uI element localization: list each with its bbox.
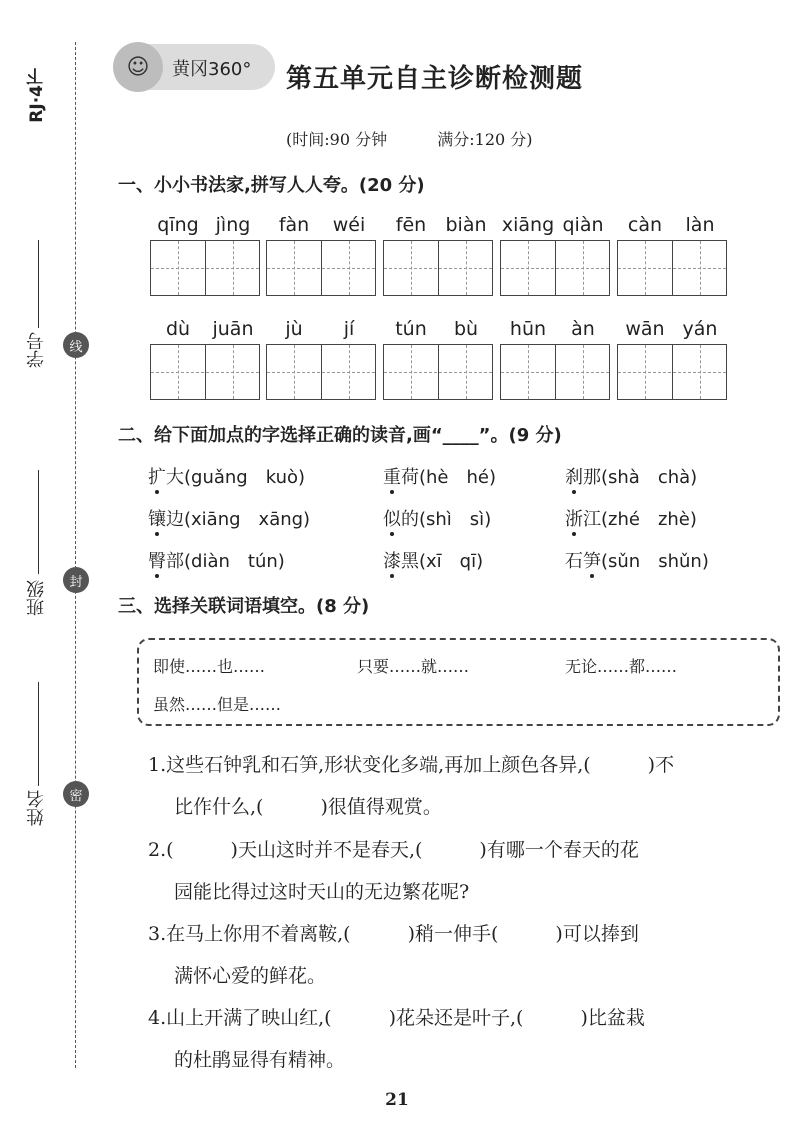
brand-label: 黄冈360° <box>172 59 252 80</box>
writing-grid-box[interactable] <box>617 240 727 296</box>
pinyin-label: jù <box>285 318 303 340</box>
pronunciation-item <box>383 547 483 573</box>
writing-grid-box[interactable] <box>617 344 727 400</box>
dotted-char: 刹 <box>565 467 583 488</box>
question-line: 比作什么,( )很值得观赏。 <box>174 796 442 818</box>
pinyin-label: qiàn <box>562 214 604 236</box>
writing-grid-box[interactable] <box>383 240 493 296</box>
dotted-char: 漆 <box>383 551 401 572</box>
item-char: 扩 <box>148 467 166 488</box>
pronunciation-item <box>148 547 285 573</box>
word-option: 即使……也…… <box>153 657 266 676</box>
pinyin-label: jìng <box>215 214 251 236</box>
writing-grid-box[interactable] <box>500 344 610 400</box>
item-options[interactable]: 那(shà chà) <box>583 467 698 488</box>
pinyin-label: qīng <box>157 214 199 236</box>
section1-heading: 一、小小书法家,拼写人人夸。(20 分) <box>118 175 425 196</box>
pinyin-label: hūn <box>509 318 547 340</box>
pinyin-label: dù <box>165 318 191 340</box>
pinyin-label: biàn <box>445 214 487 236</box>
pronunciation-item <box>148 463 305 489</box>
dotted-char: 臀 <box>148 551 166 572</box>
pronunciation-item <box>383 463 496 489</box>
writing-grid-box[interactable] <box>150 240 260 296</box>
pinyin-label: yán <box>682 318 718 340</box>
pronunciation-item <box>148 505 310 531</box>
writing-grid-box[interactable] <box>150 344 260 400</box>
student-id-label: 学号 <box>26 332 47 368</box>
pinyin-label: wān <box>625 318 665 340</box>
writing-grid-box[interactable] <box>500 240 610 296</box>
question-line: 3.在马上你用不着离鞍,( )稍一伸手( )可以捧到 <box>148 923 639 945</box>
dotted-char: 重 <box>383 467 401 488</box>
binding-dashed-line <box>75 42 76 1068</box>
pinyin-label: juān <box>212 318 254 340</box>
circle-char-secret: 密 <box>63 781 89 807</box>
pinyin-label: fàn <box>278 214 310 236</box>
writing-grid-box[interactable] <box>266 240 376 296</box>
page-title: 第五单元自主诊断检测题 <box>286 64 584 94</box>
pinyin-label: jí <box>343 318 355 340</box>
score-info: 满分:120 分) <box>437 130 533 149</box>
question-line: 满怀心爱的鲜花。 <box>174 965 327 987</box>
pinyin-label: àn <box>571 318 595 340</box>
pronunciation-item <box>565 505 697 531</box>
mascot-logo-icon: ☺ <box>113 42 163 92</box>
item-char: 石 <box>565 551 583 572</box>
section3-heading: 三、选择关联词语填空。(8 分) <box>118 596 370 617</box>
name-blank <box>38 682 39 786</box>
question-line: 4.山上开满了映山红,( )花朵还是叶子,( )比盆栽 <box>148 1007 645 1029</box>
writing-grid-box[interactable] <box>266 344 376 400</box>
item-options[interactable]: 荷(hè hé) <box>401 467 497 488</box>
edition-label: RJ·4下 <box>27 68 47 123</box>
word-option: 只要……就…… <box>357 657 470 676</box>
exam-info <box>286 127 533 150</box>
name-label: 姓名 <box>26 790 47 826</box>
pinyin-label: làn <box>685 214 715 236</box>
writing-grid-box[interactable] <box>383 344 493 400</box>
student-id-blank <box>38 240 39 328</box>
class-label: 班级 <box>26 580 47 616</box>
time-info: (时间:90 分钟 <box>286 130 388 149</box>
item-options[interactable]: 黑(xī qī) <box>401 551 484 572</box>
item-options[interactable]: 部(diàn tún) <box>166 551 285 572</box>
question-line: 园能比得过这时天山的无边繁花呢? <box>174 881 470 903</box>
dotted-char: 镶 <box>148 509 166 530</box>
item-options[interactable]: 边(xiāng xāng) <box>166 509 311 530</box>
item-char: 似 <box>383 509 401 530</box>
question-line: 的杜鹃显得有精神。 <box>174 1049 346 1071</box>
item-options[interactable]: 大(guǎng kuò) <box>166 467 306 488</box>
circle-char-line: 线 <box>63 332 89 358</box>
question-line: 1.这些石钟乳和石笋,形状变化多端,再加上颜色各异,( )不 <box>148 754 675 776</box>
word-option: 无论……都…… <box>565 657 678 676</box>
question-line: 2.( )天山这时并不是春天,( )有哪一个春天的花 <box>148 839 639 861</box>
item-options[interactable]: 江(zhé zhè) <box>583 509 697 530</box>
pinyin-label: xiāng <box>501 214 555 236</box>
pinyin-label: càn <box>627 214 663 236</box>
item-options[interactable]: 的(shì sì) <box>401 509 492 530</box>
section2-heading: 二、给下面加点的字选择正确的读音,画“____”。(9 分) <box>118 425 562 446</box>
pinyin-label: fēn <box>395 214 427 236</box>
dotted-char: 浙 <box>565 509 583 530</box>
pinyin-label: bù <box>453 318 479 340</box>
item-options[interactable]: (sǔn shǔn) <box>601 551 709 572</box>
pinyin-label: wéi <box>332 214 366 236</box>
class-blank <box>38 470 39 574</box>
pronunciation-item <box>565 547 709 573</box>
word-option: 虽然……但是…… <box>153 695 282 714</box>
page-number: 21 <box>385 1090 409 1110</box>
circle-char-seal: 封 <box>63 567 89 593</box>
pinyin-label: tún <box>395 318 427 340</box>
pronunciation-item <box>383 505 491 531</box>
dotted-char: 笋 <box>583 551 601 572</box>
pronunciation-item <box>565 463 697 489</box>
word-choice-box <box>137 638 780 726</box>
